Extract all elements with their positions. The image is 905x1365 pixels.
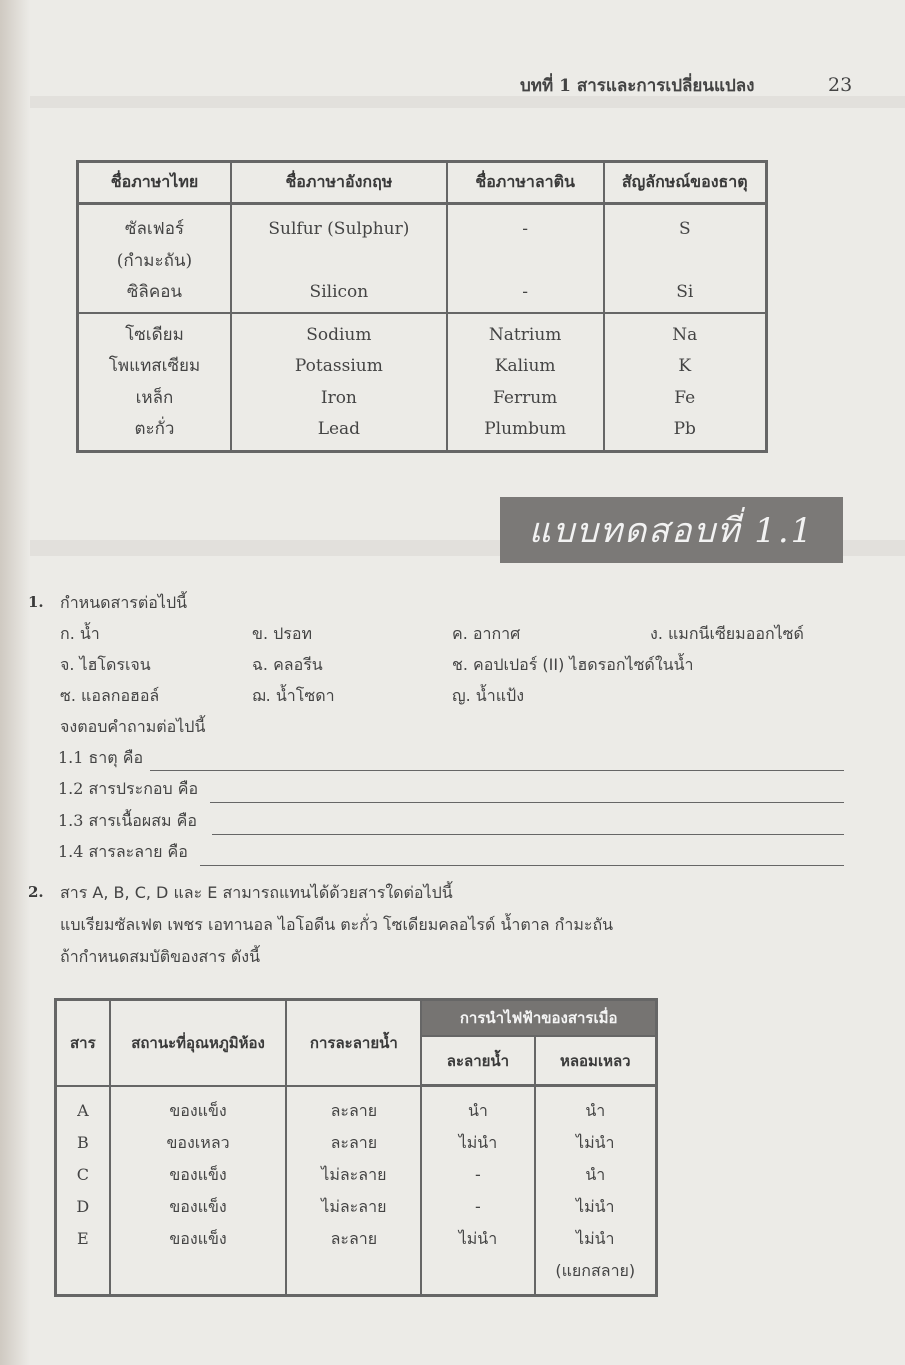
element-names-table xyxy=(76,160,768,453)
header-thai-name: ชื่อภาษาไทย xyxy=(78,162,231,204)
english-name-cell xyxy=(231,313,447,452)
q1-item: ฉ. คลอรีน xyxy=(252,655,323,674)
latin-name-cell xyxy=(447,313,604,452)
question-2-number: 2. xyxy=(28,883,44,901)
cell-text: ละลาย xyxy=(330,1100,378,1120)
table-row-group xyxy=(78,204,767,313)
sub-question-1-1: 1.1 ธาตุ คือ xyxy=(58,748,144,767)
header-substance: สาร xyxy=(56,1000,110,1086)
header-symbol: สัญลักษณ์ของธาตุ xyxy=(604,162,767,204)
cell-text: - xyxy=(522,219,529,239)
cell-text: ละลาย xyxy=(330,1132,378,1152)
cell-text: C xyxy=(76,1164,89,1184)
cell-text: ละลาย xyxy=(330,1228,378,1248)
q1-item: ค. อากาศ xyxy=(452,624,521,643)
substance-column xyxy=(56,1086,110,1296)
header-state: สถานะที่อุณหภูมิห้อง xyxy=(110,1000,287,1086)
cell-text xyxy=(232,246,446,278)
question-2-line-3: ถ้ากำหนดสมบัติของสาร ดังนี้ xyxy=(60,947,261,966)
answer-line-1-1[interactable] xyxy=(150,770,844,771)
question-2-line-1: สาร A, B, C, D และ E สามารถแทนได้ด้วยสารใดต่อไปนี้ xyxy=(60,883,453,902)
cell-text: ไม่นำ xyxy=(458,1133,498,1152)
cell-text: - xyxy=(475,1165,481,1184)
cell-text: - xyxy=(522,282,529,302)
running-head-title: บทที่ 1 สารและการเปลี่ยนแปลง xyxy=(520,76,755,96)
q1-item: ซ. แอลกอฮอล์ xyxy=(60,686,160,705)
cell-text: Natrium xyxy=(488,324,562,345)
cell-text: Lead xyxy=(317,419,361,439)
cell-text: Plumbum xyxy=(484,419,567,439)
cell-text xyxy=(605,246,765,278)
q1-item: จ. ไฮโดรเจน xyxy=(60,655,151,674)
thai-name-cell xyxy=(78,313,231,452)
cell-text: Pb xyxy=(673,419,696,439)
cell-text: Ferrum xyxy=(493,387,558,408)
table-header-row xyxy=(78,162,767,204)
cell-text: S xyxy=(678,219,691,239)
sub-question-1-4: 1.4 สารละลาย คือ xyxy=(58,842,188,861)
cell-text: โซเดียม xyxy=(125,324,184,345)
cell-text: ไม่นำ xyxy=(576,1197,615,1216)
question-1-number: 1. xyxy=(28,593,44,611)
header-english-name: ชื่อภาษาอังกฤษ xyxy=(231,162,447,204)
cell-text: Na xyxy=(672,324,698,345)
exercise-title-banner: แบบทดสอบที่ 1.1 xyxy=(500,497,843,563)
latin-name-cell xyxy=(447,204,604,313)
cell-text: Fe xyxy=(674,387,696,408)
header-molten: หลอมเหลว xyxy=(535,1036,657,1086)
cell-text: ไม่ละลาย xyxy=(321,1164,387,1184)
cell-text: ของแข็ง xyxy=(169,1228,227,1248)
cell-text: ไม่นำ xyxy=(576,1133,615,1152)
cell-text: นำ xyxy=(585,1165,606,1184)
cell-text: ตะกั่ว xyxy=(134,419,175,439)
cell-text: (กำมะถัน) xyxy=(116,250,193,271)
cell-text: K xyxy=(678,356,692,376)
substance-properties-table xyxy=(54,998,658,1297)
cell-text: E xyxy=(77,1228,89,1248)
cell-text: Iron xyxy=(320,387,357,408)
cell-text: ของแข็ง xyxy=(169,1100,227,1120)
molten-column xyxy=(535,1086,657,1296)
cell-text: ของแข็ง xyxy=(169,1164,227,1184)
decomposes-note: (แยกสลาย) xyxy=(555,1261,636,1280)
table-row-group xyxy=(78,313,767,452)
cell-text: ของแข็ง xyxy=(169,1196,227,1216)
cell-text xyxy=(448,246,603,278)
question-2-line-2: แบเรียมซัลเฟต เพชร เอทานอล ไอโอดีน ตะกั่ว โซเดียมคลอไรด์ น้ำตาล กำมะถัน xyxy=(60,915,614,934)
header-latin-name: ชื่อภาษาลาติน xyxy=(447,162,604,204)
answer-line-1-3[interactable] xyxy=(212,834,844,835)
cell-text: ของเหลว xyxy=(166,1132,230,1152)
page-gutter-shadow xyxy=(0,0,30,1365)
cell-text: ไม่ละลาย xyxy=(321,1196,387,1216)
q1-item: ข. ปรอท xyxy=(252,624,313,643)
thai-name-cell xyxy=(78,204,231,313)
cell-text: โพแทสเซียม xyxy=(108,356,201,376)
cell-text: นำ xyxy=(467,1101,488,1120)
question-1-prompt: กำหนดสารต่อไปนี้ xyxy=(60,593,188,612)
cell-text: A xyxy=(77,1100,89,1120)
symbol-cell xyxy=(604,313,767,452)
sub-question-1-3: 1.3 สารเนื้อผสม คือ xyxy=(58,811,197,830)
cell-text: เหล็ก xyxy=(135,387,174,408)
cell-text: Sulfur (Sulphur) xyxy=(268,219,410,239)
symbol-cell xyxy=(604,204,767,313)
print-band xyxy=(30,96,905,108)
cell-text: ไม่นำ xyxy=(458,1229,498,1248)
table-header-row xyxy=(56,1000,657,1037)
q1-item: ญ. น้ำแป้ง xyxy=(452,686,525,705)
cell-text: นำ xyxy=(585,1101,606,1120)
in-water-column xyxy=(421,1086,534,1296)
sub-question-1-2: 1.2 สารประกอบ คือ xyxy=(58,779,199,798)
table-body xyxy=(56,1086,657,1296)
q1-instruction: จงตอบคำถามต่อไปนี้ xyxy=(60,717,206,736)
cell-text: ไม่นำ xyxy=(576,1229,615,1248)
page-number: 23 xyxy=(828,74,853,96)
english-name-cell xyxy=(231,204,447,313)
cell-text: ซัลเฟอร์ xyxy=(124,219,185,239)
q1-item: ก. น้ำ xyxy=(60,624,100,643)
cell-text: Sodium xyxy=(306,324,372,345)
cell-text: B xyxy=(76,1132,89,1152)
q1-item: ฌ. น้ำโซดา xyxy=(252,686,335,705)
q1-item: ง. แมกนีเซียมออกไซด์ xyxy=(650,624,804,643)
header-conductivity-group: การนำไฟฟ้าของสารเมื่อ xyxy=(421,1000,656,1037)
header-in-water: ละลายน้ำ xyxy=(421,1036,534,1086)
q1-item: ช. คอปเปอร์ (II) ไฮดรอกไซด์ในน้ำ xyxy=(452,655,694,674)
answer-line-1-4[interactable] xyxy=(200,865,844,866)
cell-text: D xyxy=(76,1196,90,1216)
header-solubility: การละลายน้ำ xyxy=(286,1000,421,1086)
cell-text: Potassium xyxy=(294,356,383,376)
cell-text: Si xyxy=(676,282,694,302)
cell-text: - xyxy=(475,1197,481,1216)
cell-text: Silicon xyxy=(309,282,369,302)
solubility-column xyxy=(286,1086,421,1296)
cell-text: Kalium xyxy=(494,356,556,376)
state-column xyxy=(110,1086,287,1296)
answer-line-1-2[interactable] xyxy=(210,802,844,803)
cell-text: ซิลิคอน xyxy=(126,282,183,302)
